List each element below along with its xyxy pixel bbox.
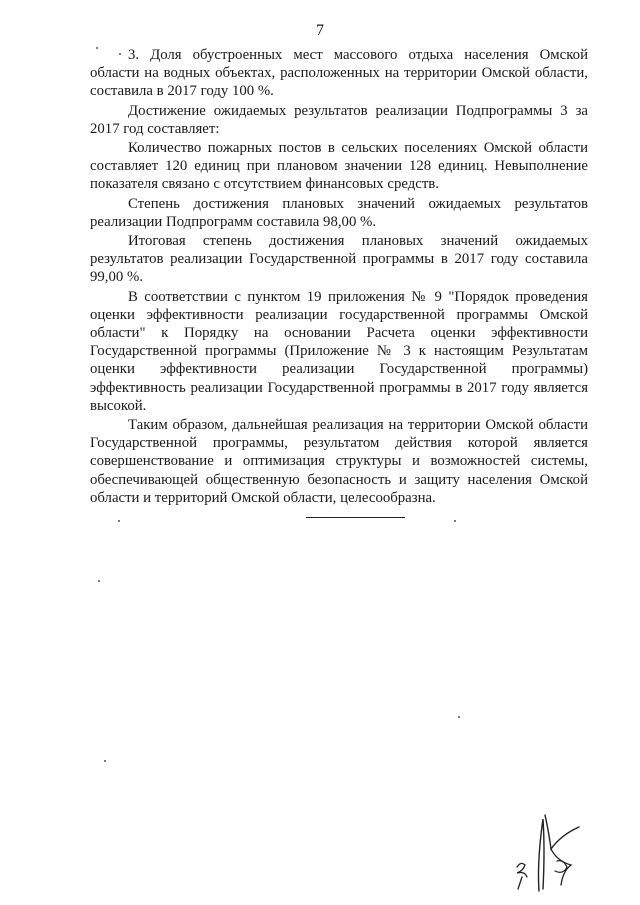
signature-stroke <box>517 863 527 877</box>
signature-stroke <box>545 815 579 849</box>
scan-speck <box>96 47 98 49</box>
end-separator-line <box>306 517 405 518</box>
paragraph-efficiency-assessment: В соответствии с пунктом 19 приложения № 9 "Порядок проведения оценки эффективности реализации государственной программы Омской области" к Порядку на основании Расчета оценки эффективности Государственной программы (Приложение № 3 к настоящим Результатам оценки эффективности реализации Государственной программы) эффективность реализации Государственной программы в 2017 году является высокой. <box>90 288 588 414</box>
document-body <box>90 46 588 507</box>
scan-speck <box>104 760 106 762</box>
paragraph-fire-posts: Количество пожарных постов в сельских поселениях Омской области составляет 120 единиц при плановом значении 128 единиц. Невыполнение показателя связано с отсутствием финансовых средств. <box>90 140 588 193</box>
paragraph-subprogram-3-intro: Достижение ожидаемых результатов реализации Подпрограммы 3 за 2017 год составляет: <box>90 102 588 137</box>
scan-speck <box>454 520 456 522</box>
paragraph-total-degree: Итоговая степень достижения плановых значений ожидаемых результатов реализации Государственной программы в 2017 году составила 99,00 %. <box>90 233 588 286</box>
paragraph-beach-places: 3. Доля обустроенных мест массового отдыха населения Омской области на водных объектах, расположенных на территории Омской области, составила в 2017 году 100 %. <box>90 47 588 100</box>
signature-stroke <box>518 877 522 889</box>
paragraph-conclusion: Таким образом, дальнейшая реализация на территории Омской области Государственной программы, результатом действия которой является совершенствование и оптимизация структуры и возможностей системы, обеспечивающей общественную безопасность и защиту населения Омской области и территорий Омской области, целесообразна. <box>90 417 588 506</box>
scan-speck <box>458 716 460 718</box>
signature-stroke <box>551 849 571 885</box>
handwritten-signature <box>505 805 595 895</box>
paragraph-subprograms-degree: Степень достижения плановых значений ожидаемых результатов реализации Подпрограмм составила 98,00 %. <box>90 195 588 230</box>
page-number: 7 <box>316 22 324 39</box>
scan-speck <box>98 580 100 582</box>
scan-speck <box>119 53 121 55</box>
signature-stroke <box>539 819 545 891</box>
scan-speck <box>118 520 120 522</box>
